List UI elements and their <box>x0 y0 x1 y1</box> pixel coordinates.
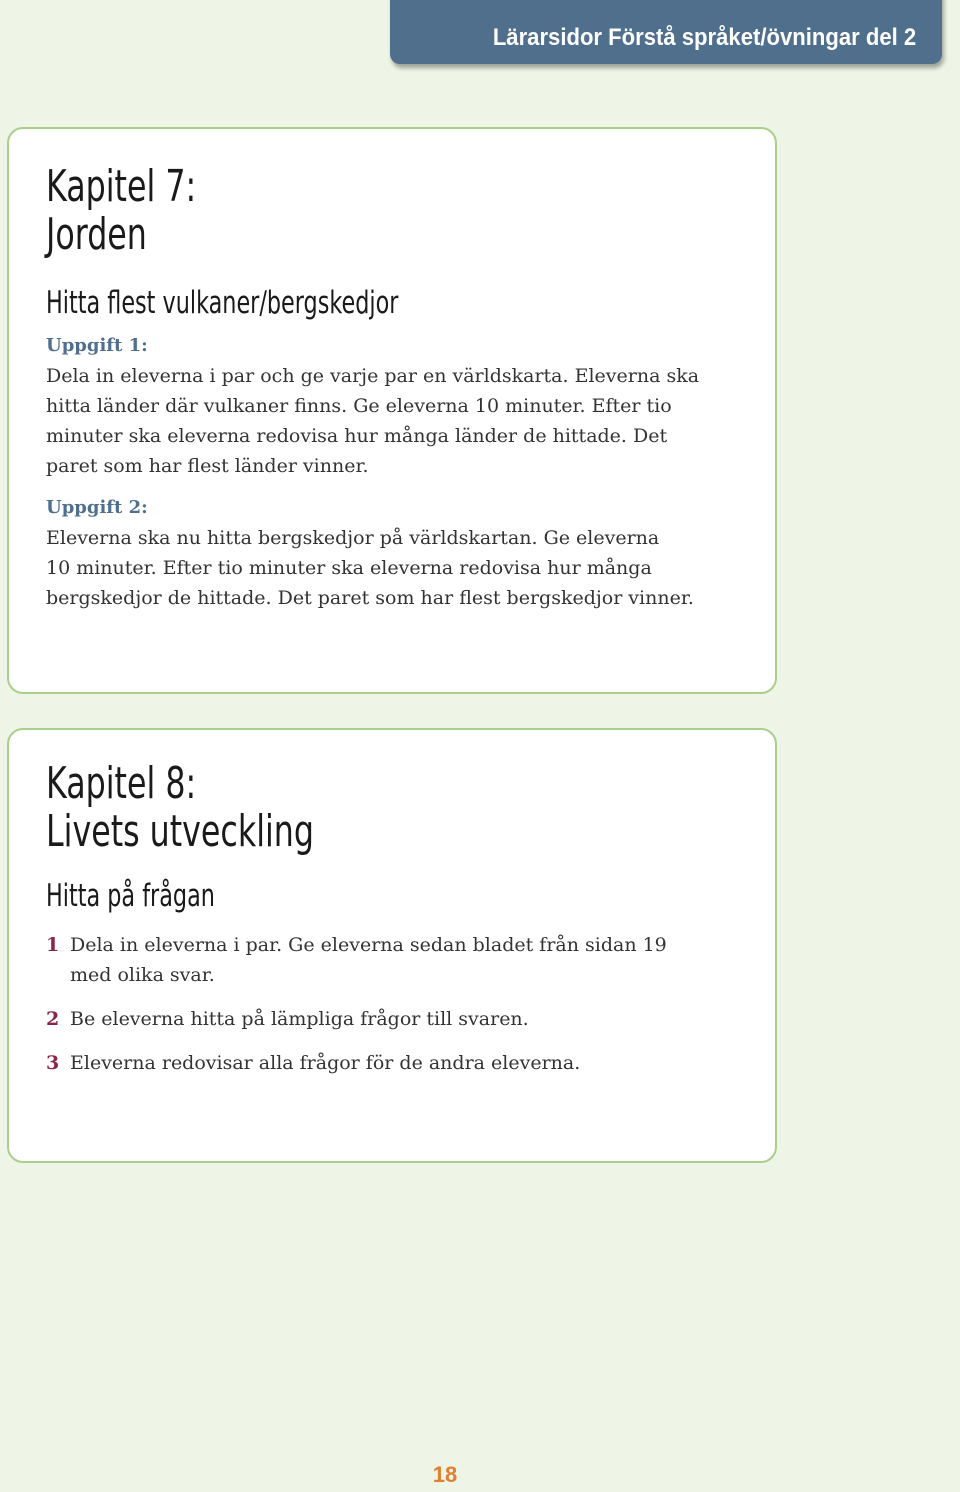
chapter-8-subtitle: Hitta på frågan <box>46 878 215 914</box>
task-1-text <box>46 361 735 481</box>
list-item-line: med olika svar. <box>70 964 215 986</box>
chapter-7-heading-line2: Jorden <box>46 209 147 260</box>
chapter-7-card <box>7 127 777 694</box>
header-tab <box>390 0 942 64</box>
chapter-7-heading-line1: Kapitel 7: <box>46 161 197 212</box>
chapter-7-content <box>46 163 735 613</box>
list-item-number: 2 <box>46 1008 60 1030</box>
list-item-number: 3 <box>46 1052 60 1074</box>
task-1-line: minuter ska eleverna redovisa hur många länder de hittade. Det <box>46 425 668 447</box>
task-2-line: bergskedjor de hittade. Det paret som har flest bergskedjor vinner. <box>46 587 694 609</box>
task-2-line: 10 minuter. Efter tio minuter ska eleverna redovisa hur många <box>46 557 652 579</box>
chapter-8-heading-line1: Kapitel 8: <box>46 758 197 809</box>
task-1-label: Uppgift 1: <box>46 335 148 356</box>
chapter-7-subtitle: Hitta flest vulkaner/bergskedjor <box>46 285 399 321</box>
list-item <box>46 1048 735 1078</box>
task-2-label: Uppgift 2: <box>46 497 148 518</box>
page-number: 18 <box>432 1462 458 1487</box>
task-2-text <box>46 523 735 613</box>
chapter-8-heading-line2: Livets utveckling <box>46 806 314 857</box>
instruction-list <box>46 930 735 1078</box>
list-item <box>46 1004 735 1034</box>
list-item <box>46 930 735 990</box>
task-2-line: Eleverna ska nu hitta bergskedjor på världskartan. Ge eleverna <box>46 527 660 549</box>
list-item-number: 1 <box>46 934 60 956</box>
task-1-line: paret som har flest länder vinner. <box>46 455 369 477</box>
chapter-8-card <box>7 728 777 1163</box>
chapter-8-content <box>46 760 735 1078</box>
header-title: Lärarsidor Förstå språket/övningar del 2 <box>492 24 916 51</box>
list-item-line: Be eleverna hitta på lämpliga frågor till svaren. <box>70 1008 529 1030</box>
list-item-line: Dela in eleverna i par. Ge eleverna sedan bladet från sidan 19 <box>70 934 667 956</box>
list-item-line: Eleverna redovisar alla frågor för de andra eleverna. <box>70 1052 581 1074</box>
task-1-line: Dela in eleverna i par och ge varje par en världskarta. Eleverna ska <box>46 365 700 387</box>
task-1-line: hitta länder där vulkaner finns. Ge eleverna 10 minuter. Efter tio <box>46 395 672 417</box>
